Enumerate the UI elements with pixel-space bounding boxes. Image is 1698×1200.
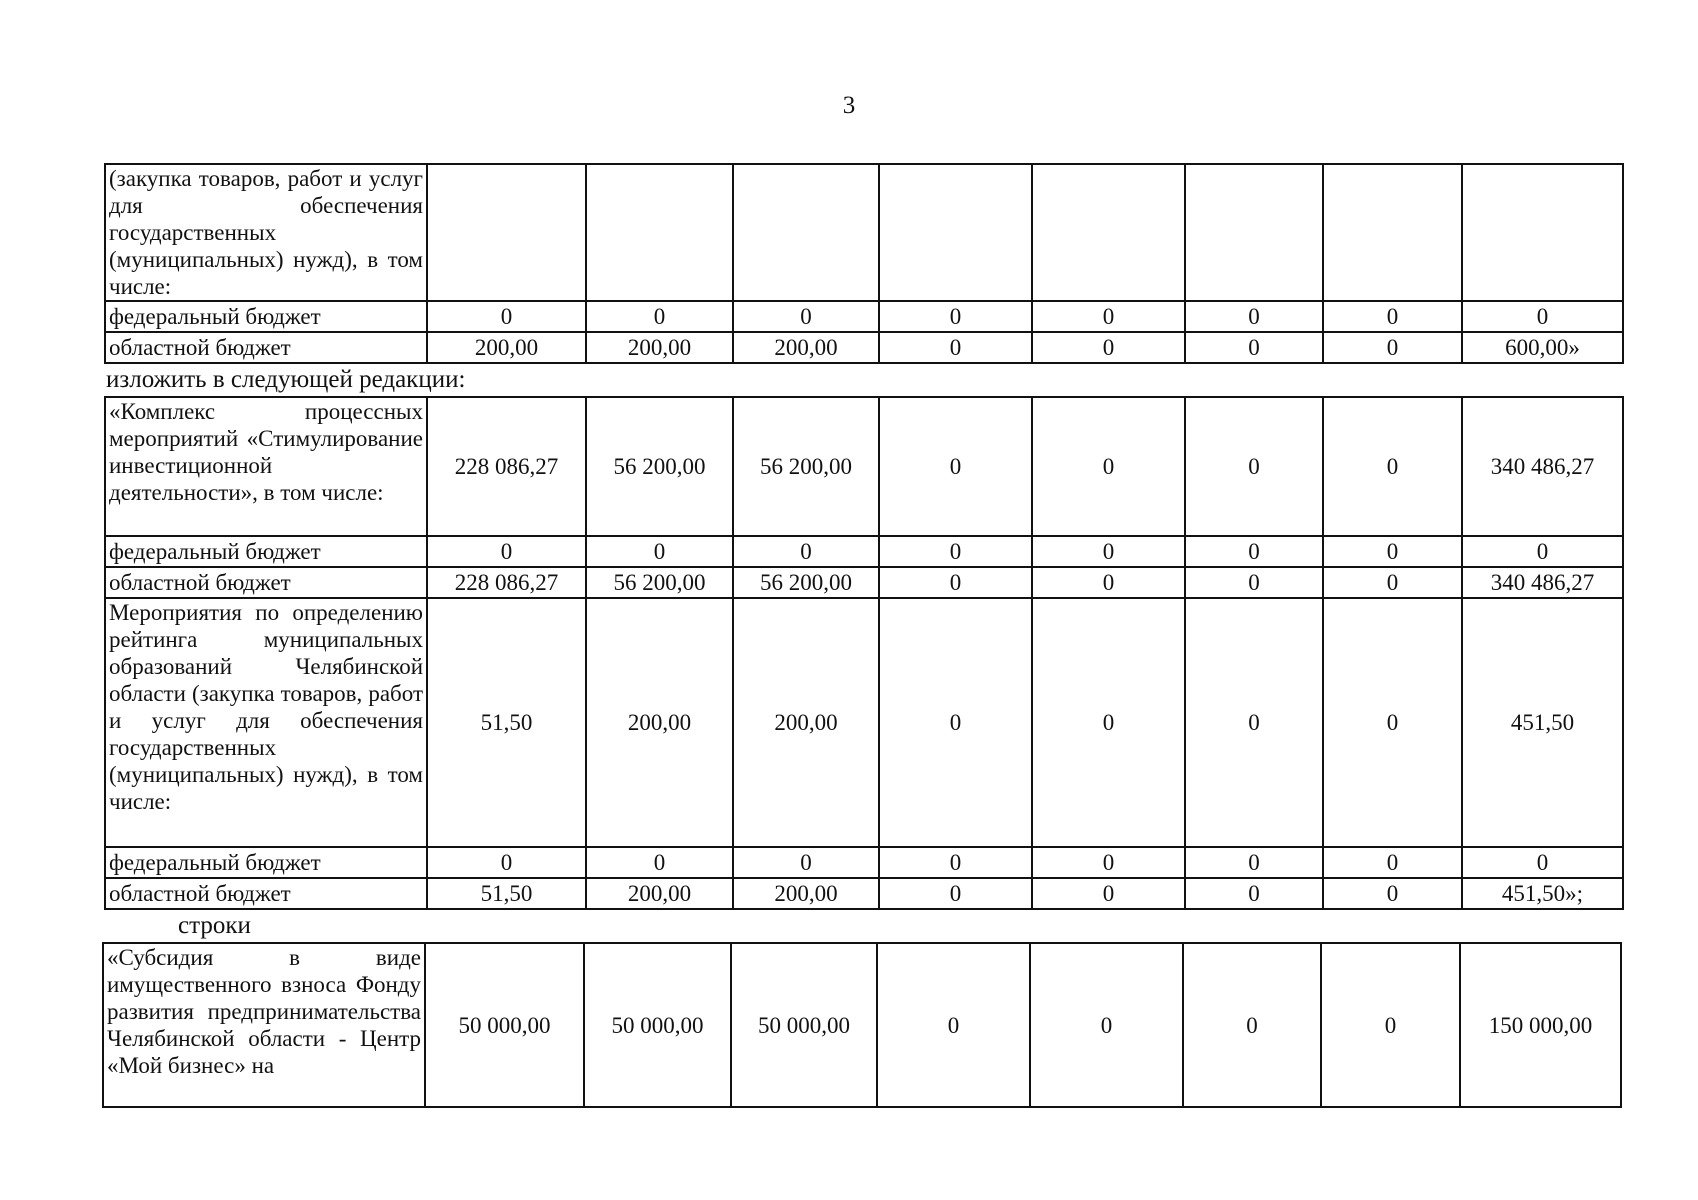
cell-value: 0: [1032, 397, 1185, 536]
cell-value: 0: [1323, 301, 1462, 332]
cell-value: 228 086,27: [427, 567, 586, 598]
cell-value: 0: [1032, 536, 1185, 567]
row-label: (закупка товаров, работ и услуг для обеспечения государственных (муниципальных) нужд), в том числе:: [105, 164, 427, 301]
cell-value: 0: [1032, 878, 1185, 909]
cell-value: 150 000,00: [1460, 943, 1621, 1107]
cell-value: 0: [586, 301, 733, 332]
cell-value: 0: [1462, 301, 1623, 332]
cell-value: 0: [1030, 943, 1183, 1107]
cell-value: 200,00: [733, 878, 879, 909]
row-label: федеральный бюджет: [105, 301, 427, 332]
cell-value: 0: [879, 567, 1032, 598]
cell-value: 56 200,00: [733, 397, 879, 536]
cell-value: 0: [1183, 943, 1321, 1107]
cell-value: [586, 164, 733, 301]
page-number: 3: [842, 92, 856, 119]
cell-value: 56 200,00: [586, 567, 733, 598]
cell-value: 0: [1323, 397, 1462, 536]
cell-value: 0: [879, 847, 1032, 878]
cell-value: 50 000,00: [425, 943, 584, 1107]
row-label: федеральный бюджет: [105, 536, 427, 567]
edit-caption: изложить в следующей редакции:: [106, 366, 466, 393]
cell-value: [879, 164, 1032, 301]
cell-value: 0: [879, 598, 1032, 847]
cell-value: 0: [1323, 536, 1462, 567]
cell-value: [1323, 164, 1462, 301]
cell-value: 200,00: [586, 598, 733, 847]
cell-value: 0: [427, 301, 586, 332]
cell-value: 56 200,00: [733, 567, 879, 598]
table-row: [105, 536, 1623, 567]
cell-value: 451,50: [1462, 598, 1623, 847]
cell-value: 0: [733, 301, 879, 332]
cell-value: 0: [1462, 847, 1623, 878]
cell-value: 0: [733, 536, 879, 567]
cell-value: 0: [1032, 567, 1185, 598]
cell-value: 0: [733, 847, 879, 878]
cell-value: 0: [879, 397, 1032, 536]
cell-value: 0: [1185, 567, 1323, 598]
cell-value: 56 200,00: [586, 397, 733, 536]
table-row: [105, 847, 1623, 878]
cell-value: 51,50: [427, 878, 586, 909]
cell-value: 50 000,00: [584, 943, 731, 1107]
table-row: [105, 397, 1623, 536]
row-label: областной бюджет: [105, 878, 427, 909]
cell-value: 0: [1323, 567, 1462, 598]
cell-value: 0: [1032, 847, 1185, 878]
cell-value: 200,00: [733, 332, 879, 363]
cell-value: 0: [1323, 332, 1462, 363]
cell-value: 0: [1323, 598, 1462, 847]
cell-value: 0: [879, 332, 1032, 363]
cell-value: 0: [1185, 301, 1323, 332]
cell-value: 51,50: [427, 598, 586, 847]
cell-value: [1462, 164, 1623, 301]
cell-value: 0: [1185, 536, 1323, 567]
cell-value: 0: [1032, 301, 1185, 332]
cell-value: 0: [1323, 878, 1462, 909]
row-label: Мероприятия по определению рейтинга муниципальных образований Челябинской области (закупка товаров, работ и услуг для обеспечения государственных (муниципальных) нужд), в том числе:: [105, 598, 427, 847]
table-row: [105, 598, 1623, 847]
cell-value: 0: [427, 847, 586, 878]
cell-value: 0: [586, 847, 733, 878]
table-row: [103, 943, 1621, 1107]
cell-value: 0: [1321, 943, 1460, 1107]
row-label: «Субсидия в виде имущественного взноса Фонду развития предпринимательства Челябинской области - Центр «Мой бизнес» на: [103, 943, 425, 1107]
cell-value: 0: [1185, 332, 1323, 363]
cell-value: 0: [1185, 878, 1323, 909]
row-label: федеральный бюджет: [105, 847, 427, 878]
rows-caption: строки: [178, 912, 251, 939]
table-row: [105, 164, 1623, 301]
cell-value: 0: [1032, 332, 1185, 363]
row-label: областной бюджет: [105, 567, 427, 598]
cell-value: 340 486,27: [1462, 397, 1623, 536]
cell-value: 0: [1323, 847, 1462, 878]
cell-value: 0: [1185, 598, 1323, 847]
cell-value: 340 486,27: [1462, 567, 1623, 598]
budget-table-1: [104, 163, 1624, 364]
budget-table-2: [104, 396, 1624, 910]
cell-value: 0: [1185, 397, 1323, 536]
cell-value: 200,00: [586, 332, 733, 363]
cell-value: 0: [879, 536, 1032, 567]
table-row: [105, 878, 1623, 909]
table-row: [105, 567, 1623, 598]
cell-value: 0: [1462, 536, 1623, 567]
cell-value: 200,00: [733, 598, 879, 847]
cell-value: [1032, 164, 1185, 301]
row-label: «Комплекс процессных мероприятий «Стимулирование инвестиционной деятельности», в том числе:: [105, 397, 427, 536]
row-label: областной бюджет: [105, 332, 427, 363]
cell-value: 451,50»;: [1462, 878, 1623, 909]
cell-value: 0: [879, 301, 1032, 332]
cell-value: 200,00: [427, 332, 586, 363]
cell-value: 600,00»: [1462, 332, 1623, 363]
cell-value: 0: [877, 943, 1030, 1107]
cell-value: 0: [1185, 847, 1323, 878]
cell-value: [1185, 164, 1323, 301]
cell-value: 200,00: [586, 878, 733, 909]
cell-value: 228 086,27: [427, 397, 586, 536]
table-row: [105, 332, 1623, 363]
cell-value: 0: [1032, 598, 1185, 847]
cell-value: [427, 164, 586, 301]
cell-value: [733, 164, 879, 301]
cell-value: 50 000,00: [731, 943, 877, 1107]
cell-value: 0: [427, 536, 586, 567]
cell-value: 0: [586, 536, 733, 567]
budget-table-3: [102, 942, 1622, 1108]
table-row: [105, 301, 1623, 332]
cell-value: 0: [879, 878, 1032, 909]
